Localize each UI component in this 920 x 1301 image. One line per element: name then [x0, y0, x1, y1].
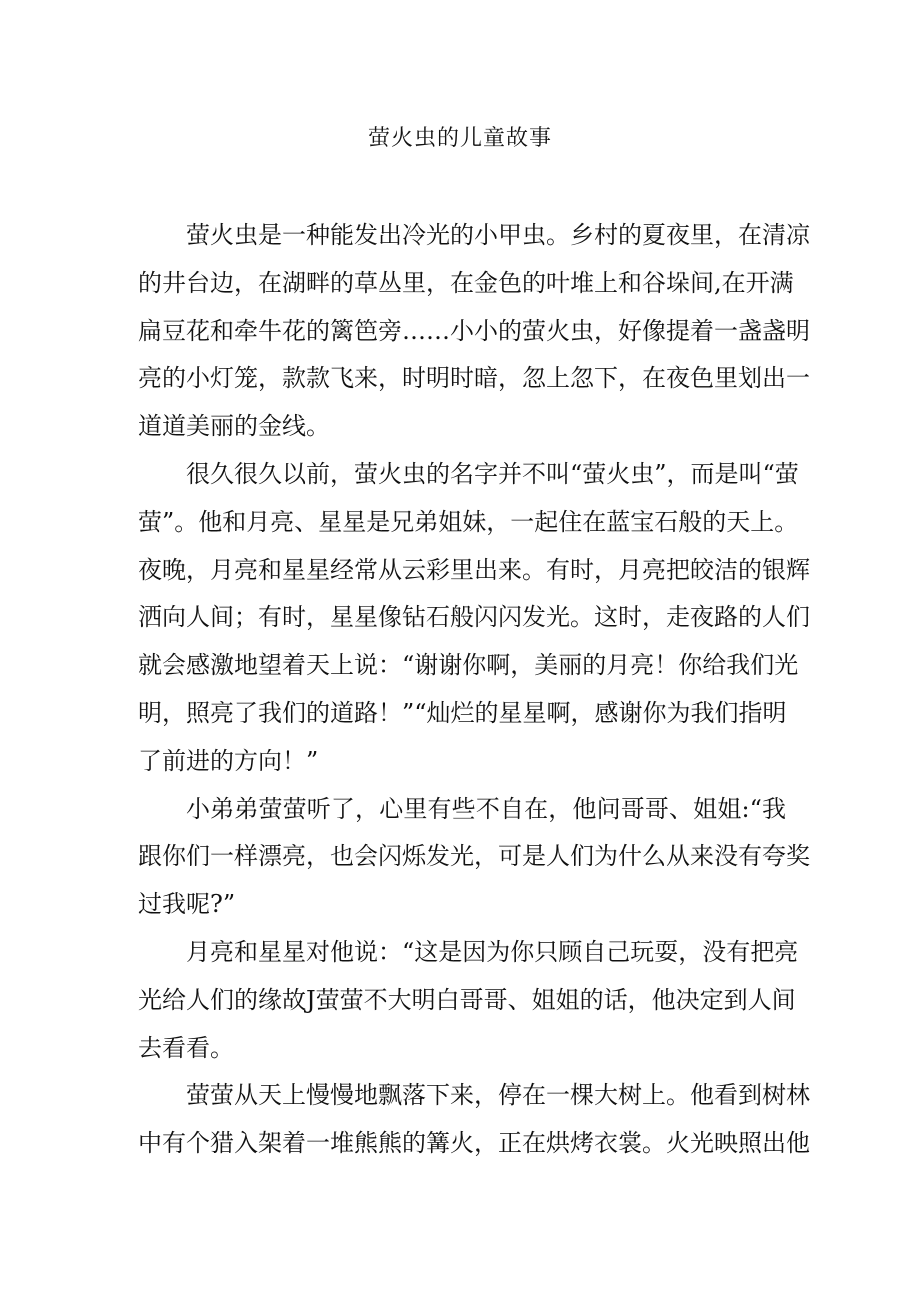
text-line: 亮的小灯笼，款款飞来，时明时暗，忽上忽下，在夜色里划出一: [138, 364, 810, 393]
text-line: 月亮和星星对他说：“这是因为你只顾自己玩耍，没有把亮: [186, 937, 799, 966]
paragraph-3: [138, 786, 810, 929]
text-line: 洒向人间；有时，星星像钻石般闪闪发光。这时，走夜路的人们: [138, 603, 810, 632]
text-line: 跟你们一样漂亮，也会闪烁发光，可是人们为什么从来没有夸奖: [138, 842, 810, 871]
text-line: 夜晚，月亮和星星经常从云彩里出来。有时，月亮把皎洁的银辉: [138, 555, 810, 584]
story-body: [138, 212, 810, 1168]
text-line: 道道美丽的金线。: [138, 412, 330, 441]
text-line: 的井台边，在湖畔的草丛里，在金色的叶堆上和谷垛间,在开满: [138, 268, 794, 297]
text-line: 很久很久以前，萤火虫的名字并不叫“萤火虫”，而是叫“萤: [186, 459, 799, 488]
text-line: 了前进的方向！”: [138, 746, 319, 775]
document-title: 萤火虫的儿童故事: [367, 126, 552, 151]
text-line: 光给人们的缘故J萤萤不大明白哥哥、姐姐的话，他决定到人间: [138, 985, 796, 1014]
text-line: 中有个猎入架着一堆熊熊的篝火，正在烘烤衣裳。火光映照出他: [138, 1129, 810, 1158]
text-line: 就会感激地望着天上说：“谢谢你啊，美丽的月亮！你给我们光: [138, 651, 799, 680]
text-line: 萤萤从天上慢慢地飘落下来，停在一棵大树上。他看到树林: [186, 1081, 810, 1110]
paragraph-5: [138, 1072, 810, 1168]
paragraph-1: [138, 212, 810, 451]
text-line: 过我呢?”: [138, 890, 236, 919]
text-line: 萤火虫是一种能发出冷光的小甲虫。乡村的夏夜里，在清凉: [186, 221, 810, 249]
text-line: 明，照亮了我们的道路！”“灿烂的星星啊，感谢你为我们指明: [138, 698, 787, 727]
text-line: 扁豆花和牵牛花的篱笆旁……小小的萤火虫，好像提着一盏盏明: [138, 316, 810, 345]
text-line: 小弟弟萤萤听了，心里有些不自在，他问哥哥、姐姐:“我: [186, 794, 786, 823]
text-line: 去看看。: [138, 1033, 234, 1062]
text-line: 萤”。他和月亮、星星是兄弟姐妹，一起住在蓝宝石般的天上。: [138, 507, 799, 536]
paragraph-4: [138, 929, 799, 1072]
paragraph-2: [138, 451, 810, 786]
